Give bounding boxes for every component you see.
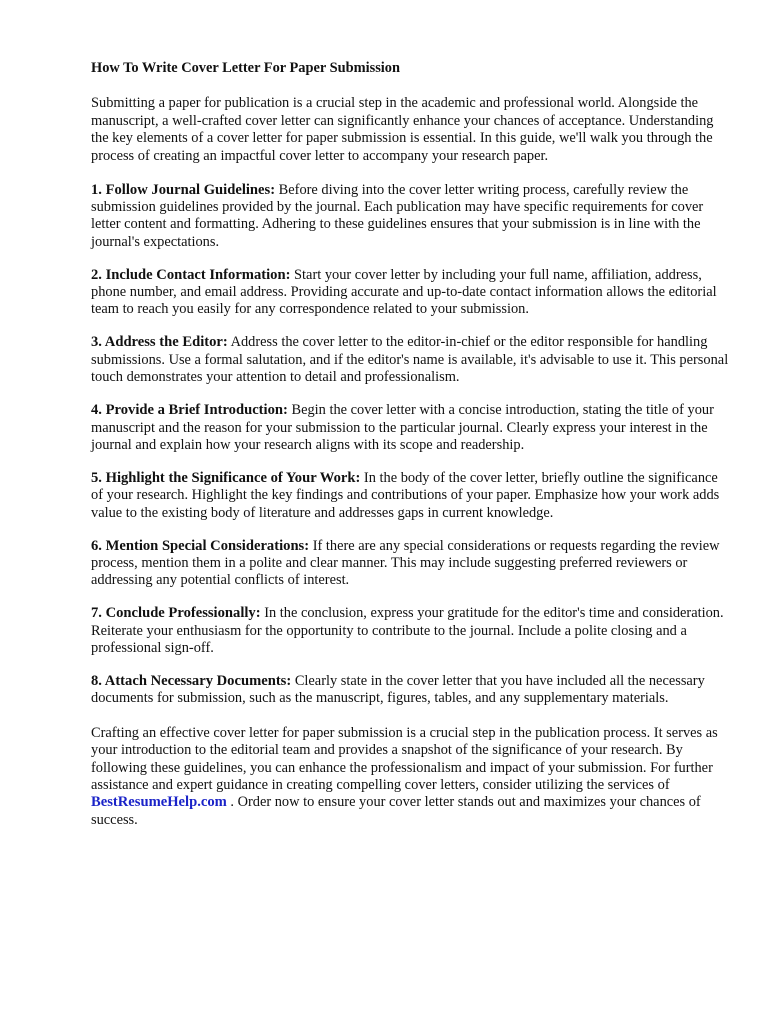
step-text-2: Start your cover letter by including your full name, affiliation, address, phone number, and email address. Providing accurate and up-to-date contact information allows the editorial team to reach you easily for any correspondence related to your submission.: [91, 266, 717, 318]
step-text-3: Address the cover letter to the editor-in-chief or the editor responsible for handling submissions. Use a formal salutation, and if the editor's name is available, it's advisable to use it. This personal touch demonstrates your attention to detail and professionalism.: [91, 334, 729, 386]
step-paragraph-5: [91, 470, 731, 522]
step-title-1: 1. Follow Journal Guidelines:: [91, 181, 276, 198]
step-paragraph-2: [91, 267, 731, 319]
conclusion-text-start: Crafting an effective cover letter for paper submission is a crucial step in the publication process. It serves as your introduction to the editorial team and provides a snapshot of the significance of your research. By following these guidelines, you can enhance the professionalism and impact of your submission. For further assistance and expert guidance in creating compelling cover letters, consider utilizing the services of: [91, 724, 718, 793]
intro-paragraph: Submitting a paper for publication is a crucial step in the academic and professional world. Alongside the manuscript, a well-crafted cover letter can significantly enhance your chances of acceptance. Understanding the key elements of a cover letter for paper submission is essential. In this guide, we'll walk you through the process of creating an impactful cover letter to accompany your research paper.: [91, 95, 714, 164]
step-title-8: 8. Attach Necessary Documents:: [91, 672, 292, 689]
step-title-3: 3. Address the Editor:: [91, 334, 228, 351]
step-paragraph-8: [91, 673, 731, 708]
step-title-7: 7. Conclude Professionally:: [91, 605, 261, 622]
step-title-6: 6. Mention Special Considerations:: [91, 537, 310, 554]
step-text-1: Before diving into the cover letter writing process, carefully review the submission guidelines provided by the journal. Each publication may have specific requirements for cover letter content and formatting. Adhering to these guidelines ensures that your submission is in line with the journal's expectations.: [91, 181, 704, 250]
step-title-4: 4. Provide a Brief Introduction:: [91, 402, 288, 419]
step-paragraph-7: [91, 605, 731, 657]
step-paragraph-3: [91, 334, 731, 386]
step-text-8: Clearly state in the cover letter that you have included all the necessary documents for submission, such as the manuscript, figures, tables, and any supplementary materials.: [91, 672, 705, 707]
bestresumehelp-link[interactable]: BestResumeHelp.com: [91, 794, 227, 811]
step-title-2: 2. Include Contact Information:: [91, 266, 291, 283]
conclusion-text-end: . Order now to ensure your cover letter stands out and maximizes your chances of success.: [91, 794, 701, 828]
step-paragraph-6: [91, 538, 731, 590]
step-paragraph-4: [91, 402, 731, 454]
step-text-6: If there are any special considerations or requests regarding the review process, mention them in a polite and clear manner. This may include suggesting preferred reviewers or addressing any potential conflicts of interest.: [91, 537, 720, 589]
document-page: [91, 60, 731, 845]
step-text-4: Begin the cover letter with a concise introduction, stating the title of your manuscript and the reason for your submission to the particular journal. Clearly express your interest in the journal and explain how your research aligns with its scope and readership.: [91, 402, 714, 453]
step-text-7: In the conclusion, express your gratitude for the editor's time and consideration. Reiterate your enthusiasm for the opportunity to contribute to the journal. Include a polite closing and a professional sign-off.: [91, 605, 724, 657]
step-title-5: 5. Highlight the Significance of Your Work:: [91, 469, 361, 486]
step-paragraph-1: [91, 182, 731, 252]
step-text-5: In the body of the cover letter, briefly outline the significance of your research. Highlight the key findings and contributions of your paper. Emphasize how your work adds value to the existing body of literature and addresses gaps in current knowledge.: [91, 469, 720, 521]
conclusion-paragraph: [91, 725, 731, 829]
document-title: How To Write Cover Letter For Paper Submission: [91, 60, 401, 76]
